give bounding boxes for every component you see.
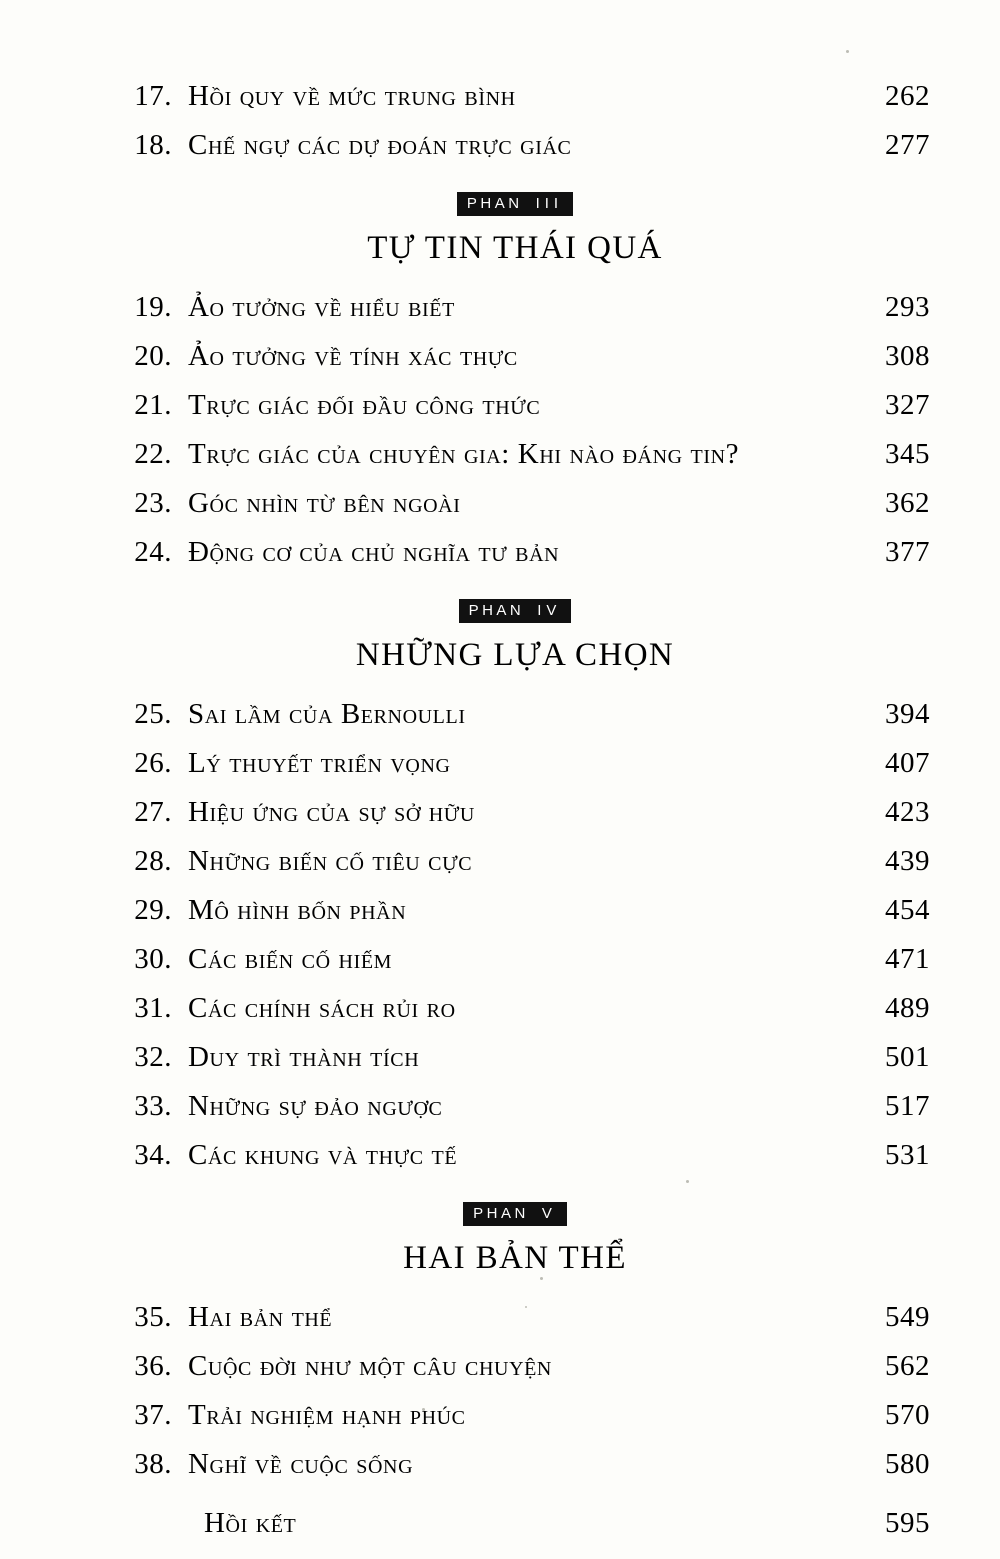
entry-number: 29. bbox=[134, 894, 172, 926]
entry-number: 36. bbox=[134, 1350, 172, 1382]
entry-page: 262 bbox=[885, 80, 930, 112]
toc-entry[interactable] bbox=[100, 340, 930, 373]
entry-page: 293 bbox=[885, 291, 930, 323]
entry-title: Lý thuyết triển vọng bbox=[188, 747, 451, 779]
entry-title: Chế ngự các dự đoán trực giác bbox=[188, 129, 572, 161]
entry-title: Sai lầm của Bernoulli bbox=[188, 698, 466, 730]
table-of-contents bbox=[100, 80, 930, 1556]
entry-number: 18. bbox=[134, 129, 172, 161]
entry-page: 345 bbox=[885, 438, 930, 470]
entry-number: 27. bbox=[134, 796, 172, 828]
toc-entry[interactable] bbox=[100, 129, 930, 162]
entry-number: 22. bbox=[134, 438, 172, 470]
toc-entry[interactable] bbox=[100, 1090, 930, 1123]
part-badge-label: PHAN bbox=[466, 195, 523, 212]
entry-number: 20. bbox=[134, 340, 172, 372]
entry-page: 531 bbox=[885, 1139, 930, 1171]
entry-title: Hồi kết bbox=[204, 1507, 297, 1539]
toc-entry[interactable] bbox=[100, 845, 930, 878]
entry-number: 25. bbox=[134, 698, 172, 730]
entry-title: Những sự đảo ngược bbox=[188, 1090, 443, 1122]
entry-number: 34. bbox=[134, 1139, 172, 1171]
part-header-4 bbox=[100, 599, 930, 674]
entry-page: 562 bbox=[885, 1350, 930, 1382]
toc-entry[interactable] bbox=[100, 943, 930, 976]
entry-page: 439 bbox=[885, 845, 930, 877]
entry-page: 407 bbox=[885, 747, 930, 779]
entry-title: Động cơ của chủ nghĩa tư bản bbox=[188, 536, 560, 568]
entry-page: 423 bbox=[885, 796, 930, 828]
part-title: NHỮNG LỰA CHỌN bbox=[355, 637, 675, 673]
entry-page: 362 bbox=[885, 487, 930, 519]
toc-entry[interactable] bbox=[100, 894, 930, 927]
entry-title: Các biến cố hiếm bbox=[188, 943, 393, 975]
toc-entry[interactable] bbox=[100, 80, 930, 113]
part-badge-roman: IV bbox=[533, 603, 561, 618]
entry-title: Hai bản thể bbox=[188, 1301, 333, 1333]
part-badge bbox=[459, 599, 572, 623]
entry-title: Trực giác đối đầu công thức bbox=[188, 389, 541, 421]
entry-title: Cuộc đời như một câu chuyện bbox=[188, 1350, 552, 1382]
entry-page: 501 bbox=[885, 1041, 930, 1073]
entry-number: 21. bbox=[134, 389, 172, 421]
toc-entry[interactable] bbox=[100, 1139, 930, 1172]
entry-number: 38. bbox=[134, 1448, 172, 1480]
toc-section bbox=[100, 1301, 930, 1481]
entry-title: Các khung và thực tế bbox=[188, 1139, 458, 1171]
toc-entry[interactable] bbox=[100, 487, 930, 520]
toc-section bbox=[100, 80, 930, 162]
toc-entry[interactable] bbox=[100, 747, 930, 780]
toc-entry[interactable] bbox=[100, 1350, 930, 1383]
toc-entry[interactable] bbox=[100, 1448, 930, 1481]
entry-number: 35. bbox=[134, 1301, 172, 1333]
entry-number: 23. bbox=[134, 487, 172, 519]
entry-page: 308 bbox=[885, 340, 930, 372]
part-header-3 bbox=[100, 192, 930, 267]
toc-section bbox=[100, 291, 930, 569]
entry-title: Trải nghiệm hạnh phúc bbox=[188, 1399, 466, 1431]
entry-title: Duy trì thành tích bbox=[188, 1041, 420, 1073]
part-badge bbox=[457, 192, 573, 216]
entry-page: 277 bbox=[885, 129, 930, 161]
entry-page: 471 bbox=[885, 943, 930, 975]
entry-page: 580 bbox=[885, 1448, 930, 1480]
part-title: TỰ TIN THÁI QUÁ bbox=[367, 230, 663, 266]
toc-section bbox=[100, 698, 930, 1172]
entry-number: 28. bbox=[134, 845, 172, 877]
entry-number: 19. bbox=[134, 291, 172, 323]
entry-number: 24. bbox=[134, 536, 172, 568]
toc-entry[interactable] bbox=[100, 1399, 930, 1432]
part-badge-label: PHAN bbox=[468, 602, 525, 619]
entry-title: Những biến cố tiêu cực bbox=[188, 845, 473, 877]
entry-title: Hiệu ứng của sự sở hữu bbox=[188, 796, 475, 828]
entry-title: Góc nhìn từ bên ngoài bbox=[188, 487, 461, 519]
part-title: HAI BẢN THỂ bbox=[403, 1240, 627, 1276]
entry-title: Mô hình bốn phần bbox=[188, 894, 407, 926]
entry-title: Trực giác của chuyên gia: Khi nào đáng tin? bbox=[188, 438, 740, 470]
entry-page: 394 bbox=[885, 698, 930, 730]
toc-entry[interactable] bbox=[100, 1301, 930, 1334]
toc-entry[interactable] bbox=[100, 992, 930, 1025]
entry-number: 37. bbox=[134, 1399, 172, 1431]
entry-page: 570 bbox=[885, 1399, 930, 1431]
toc-entry[interactable] bbox=[100, 438, 930, 471]
entry-number: 33. bbox=[134, 1090, 172, 1122]
toc-entry[interactable] bbox=[100, 536, 930, 569]
part-header-5 bbox=[100, 1202, 930, 1277]
toc-entry-closing[interactable] bbox=[100, 1507, 930, 1540]
entry-number: 32. bbox=[134, 1041, 172, 1073]
toc-entry[interactable] bbox=[100, 1041, 930, 1074]
toc-entry[interactable] bbox=[100, 796, 930, 829]
entry-number: 26. bbox=[134, 747, 172, 779]
entry-number: 30. bbox=[134, 943, 172, 975]
entry-number: 17. bbox=[134, 80, 172, 112]
entry-page: 327 bbox=[885, 389, 930, 421]
toc-entry[interactable] bbox=[100, 698, 930, 731]
part-badge-label: PHAN bbox=[473, 1205, 529, 1222]
entry-number: 31. bbox=[134, 992, 172, 1024]
part-badge-roman: III bbox=[532, 196, 564, 211]
entry-page: 377 bbox=[885, 536, 930, 568]
entry-page: 549 bbox=[885, 1301, 930, 1333]
entry-page: 517 bbox=[885, 1090, 930, 1122]
entry-title: Ảo tưởng về tính xác thực bbox=[188, 340, 518, 372]
part-badge-roman: V bbox=[538, 1206, 557, 1221]
entry-page: 454 bbox=[885, 894, 930, 926]
part-badge bbox=[463, 1202, 567, 1226]
entry-title: Nghĩ về cuộc sống bbox=[188, 1448, 414, 1480]
toc-entry[interactable] bbox=[100, 291, 930, 324]
entry-title: Ảo tưởng về hiểu biết bbox=[188, 291, 455, 323]
entry-title: Các chính sách rủi ro bbox=[188, 992, 456, 1024]
entry-page: 595 bbox=[885, 1507, 930, 1539]
entry-title: Hồi quy về mức trung bình bbox=[188, 80, 516, 112]
toc-entry[interactable] bbox=[100, 389, 930, 422]
entry-page: 489 bbox=[885, 992, 930, 1024]
